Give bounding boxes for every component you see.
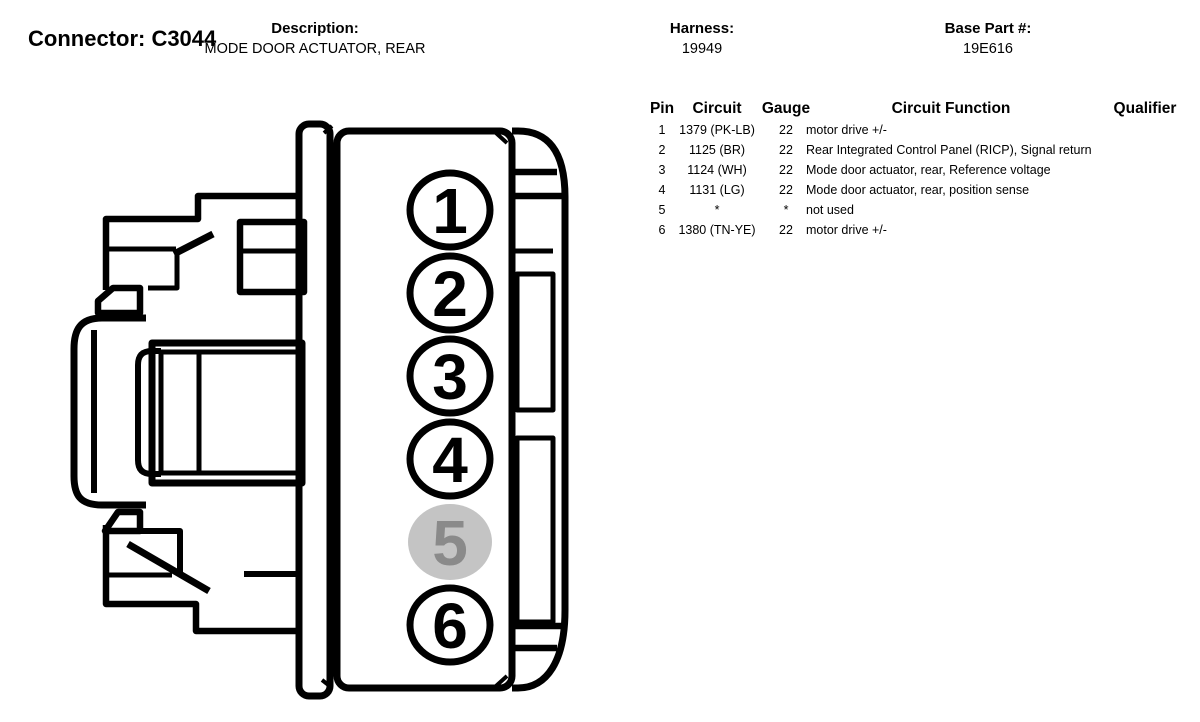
harness-value: 19949 [681, 41, 723, 57]
function-cell: not used [806, 203, 854, 217]
circuit-cell: 1125 (BR) [688, 143, 746, 157]
pin-3 [410, 339, 490, 413]
function-cell: Mode door actuator, rear, Reference voltage [806, 163, 1051, 177]
pin-cell: 6 [658, 223, 666, 237]
harness-label: Harness: [669, 20, 735, 37]
gauge-cell: * [783, 203, 789, 217]
pin-4 [410, 422, 490, 496]
col-header-qualifier: Qualifier [1113, 100, 1177, 117]
col-header-circuit: Circuit [692, 100, 742, 117]
gauge-cell: 22 [779, 123, 793, 137]
gauge-cell: 22 [779, 143, 793, 157]
circuit-cell: 1131 (LG) [689, 183, 745, 197]
circuit-cell: 1379 (PK-LB) [679, 123, 755, 137]
pin-cell: 4 [658, 183, 666, 197]
col-header-gauge: Gauge [761, 100, 811, 117]
pin-2 [410, 256, 490, 330]
connector-title: Connector: C3044 [28, 26, 217, 51]
pin-6-number: 6 [432, 590, 468, 662]
base-part-block [918, 19, 1058, 59]
pin-cell: 2 [658, 143, 666, 157]
pin-3-number: 3 [432, 341, 468, 413]
pin-4-number: 4 [432, 424, 468, 496]
pin-cell: 1 [658, 123, 666, 137]
pin-6 [410, 588, 490, 662]
lower-latch [105, 512, 301, 631]
function-cell: motor drive +/- [806, 123, 887, 137]
description-value: MODE DOOR ACTUATOR, REAR [204, 41, 426, 57]
col-header-function: Circuit Function [891, 100, 1011, 117]
base-part-value: 19E616 [963, 41, 1013, 57]
pin-cell: 5 [658, 203, 666, 217]
side-lock [74, 318, 302, 505]
pin-5-number: 5 [432, 507, 468, 579]
function-cell: Mode door actuator, rear, position sense [806, 183, 1030, 197]
pin-2-number: 2 [432, 258, 468, 330]
pin-5-unused [408, 504, 492, 580]
description-label: Description: [271, 20, 359, 37]
gauge-cell: 22 [779, 223, 793, 237]
function-cell: Rear Integrated Control Panel (RICP), Signal return [806, 143, 1092, 157]
function-cell: motor drive +/- [806, 223, 887, 237]
pin-cell: 3 [658, 163, 666, 177]
pin-1 [410, 173, 490, 247]
harness-block [642, 19, 762, 59]
upper-latch [98, 196, 304, 313]
gauge-cell: 22 [779, 163, 793, 177]
gauge-cell: 22 [779, 183, 793, 197]
col-header-pin: Pin [649, 100, 675, 117]
circuit-cell: 1380 (TN-YE) [678, 223, 756, 237]
pin-1-number: 1 [432, 175, 468, 247]
base-part-label: Base Part #: [944, 20, 1032, 37]
circuit-cell: 1124 (WH) [687, 163, 747, 177]
circuit-cell: * [714, 203, 720, 217]
